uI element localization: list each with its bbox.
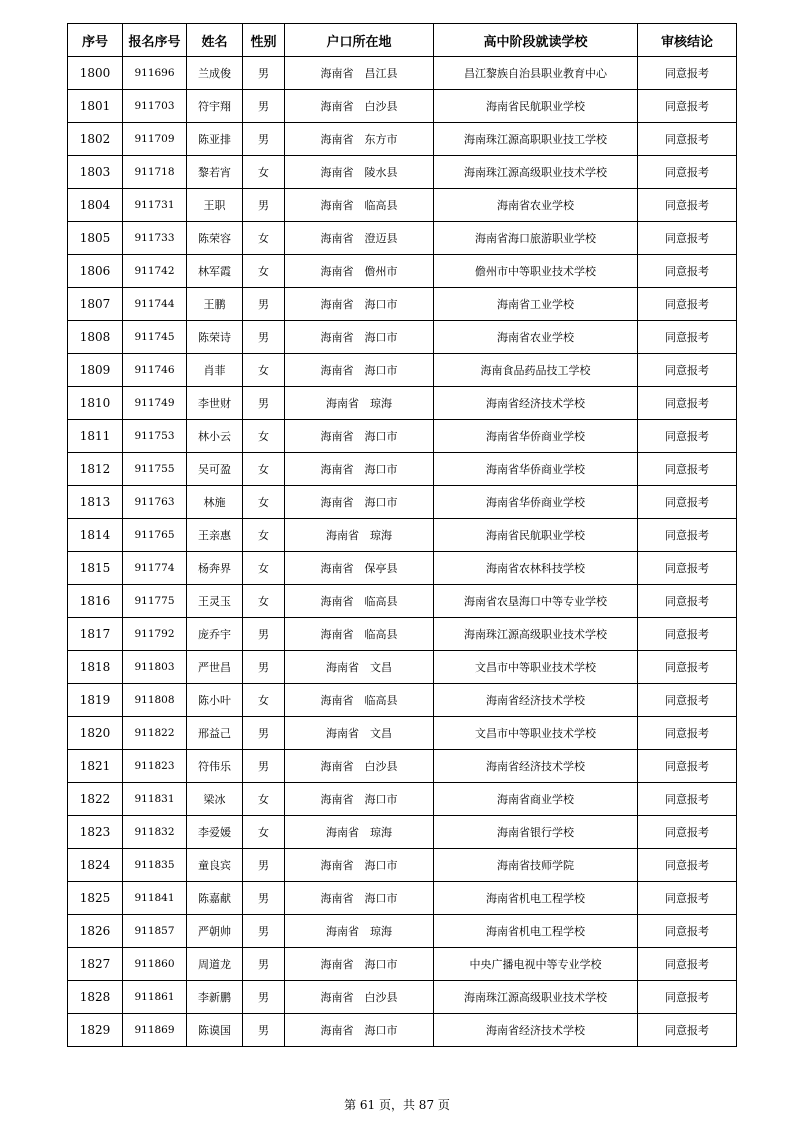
cell-hukou: 海南省 琼海 [285, 519, 434, 552]
cell-gender: 男 [243, 750, 285, 783]
cell-school: 海南省民航职业学校 [434, 90, 638, 123]
cell-result: 同意报考 [638, 816, 737, 849]
cell-reg-no: 911749 [123, 387, 187, 420]
cell-seq: 1826 [68, 915, 123, 948]
table-row [68, 420, 737, 453]
cell-seq: 1805 [68, 222, 123, 255]
cell-reg-no: 911763 [123, 486, 187, 519]
cell-name: 李新鹏 [187, 981, 243, 1014]
cell-gender: 男 [243, 321, 285, 354]
cell-name: 王灵玉 [187, 585, 243, 618]
cell-seq: 1821 [68, 750, 123, 783]
table-row [68, 453, 737, 486]
table-row [68, 222, 737, 255]
cell-school: 海南食品药品技工学校 [434, 354, 638, 387]
table-row [68, 255, 737, 288]
cell-seq: 1806 [68, 255, 123, 288]
cell-reg-no: 911765 [123, 519, 187, 552]
cell-result: 同意报考 [638, 552, 737, 585]
table-row [68, 189, 737, 222]
cell-school: 海南省技师学院 [434, 849, 638, 882]
cell-school: 海南省经济技术学校 [434, 684, 638, 717]
cell-hukou: 海南省 海口市 [285, 783, 434, 816]
cell-name: 李世财 [187, 387, 243, 420]
cell-seq: 1819 [68, 684, 123, 717]
cell-result: 同意报考 [638, 684, 737, 717]
table-row [68, 717, 737, 750]
cell-result: 同意报考 [638, 156, 737, 189]
cell-result: 同意报考 [638, 717, 737, 750]
cell-school: 海南珠江源高职职业技工学校 [434, 123, 638, 156]
cell-result: 同意报考 [638, 1014, 737, 1047]
cell-result: 同意报考 [638, 57, 737, 90]
table-row [68, 882, 737, 915]
cell-hukou: 海南省 临高县 [285, 684, 434, 717]
cell-seq: 1822 [68, 783, 123, 816]
table-row [68, 750, 737, 783]
cell-hukou: 海南省 东方市 [285, 123, 434, 156]
table-row [68, 486, 737, 519]
cell-school: 海南珠江源高级职业技术学校 [434, 981, 638, 1014]
cell-hukou: 海南省 白沙县 [285, 750, 434, 783]
cell-gender: 男 [243, 90, 285, 123]
cell-school: 海南省工业学校 [434, 288, 638, 321]
cell-hukou: 海南省 临高县 [285, 618, 434, 651]
cell-name: 吴可盈 [187, 453, 243, 486]
cell-hukou: 海南省 海口市 [285, 1014, 434, 1047]
cell-gender: 女 [243, 453, 285, 486]
cell-name: 陈亚排 [187, 123, 243, 156]
cell-seq: 1811 [68, 420, 123, 453]
table-row [68, 387, 737, 420]
table-row [68, 288, 737, 321]
cell-school: 海南省机电工程学校 [434, 882, 638, 915]
header-seq: 序号 [68, 24, 123, 57]
cell-reg-no: 911731 [123, 189, 187, 222]
cell-hukou: 海南省 白沙县 [285, 981, 434, 1014]
cell-name: 林军霞 [187, 255, 243, 288]
cell-gender: 男 [243, 948, 285, 981]
table-row [68, 90, 737, 123]
table-row [68, 783, 737, 816]
cell-gender: 男 [243, 981, 285, 1014]
cell-seq: 1808 [68, 321, 123, 354]
table-row [68, 849, 737, 882]
cell-reg-no: 911835 [123, 849, 187, 882]
cell-reg-no: 911746 [123, 354, 187, 387]
cell-hukou: 海南省 琼海 [285, 816, 434, 849]
cell-school: 儋州市中等职业技术学校 [434, 255, 638, 288]
cell-school: 中央广播电视中等专业学校 [434, 948, 638, 981]
cell-name: 杨奔界 [187, 552, 243, 585]
cell-school: 海南省华侨商业学校 [434, 453, 638, 486]
cell-hukou: 海南省 海口市 [285, 882, 434, 915]
cell-seq: 1813 [68, 486, 123, 519]
cell-seq: 1800 [68, 57, 123, 90]
cell-reg-no: 911709 [123, 123, 187, 156]
cell-result: 同意报考 [638, 849, 737, 882]
cell-school: 海南省机电工程学校 [434, 915, 638, 948]
cell-reg-no: 911861 [123, 981, 187, 1014]
cell-reg-no: 911753 [123, 420, 187, 453]
cell-name: 陈荣诗 [187, 321, 243, 354]
cell-result: 同意报考 [638, 915, 737, 948]
cell-name: 陈嘉献 [187, 882, 243, 915]
table-row [68, 156, 737, 189]
cell-gender: 女 [243, 156, 285, 189]
cell-reg-no: 911703 [123, 90, 187, 123]
cell-gender: 女 [243, 420, 285, 453]
cell-gender: 女 [243, 684, 285, 717]
table-row [68, 552, 737, 585]
cell-school: 海南省农业学校 [434, 321, 638, 354]
cell-gender: 男 [243, 915, 285, 948]
cell-result: 同意报考 [638, 420, 737, 453]
header-gender: 性别 [243, 24, 285, 57]
cell-seq: 1803 [68, 156, 123, 189]
cell-seq: 1824 [68, 849, 123, 882]
cell-result: 同意报考 [638, 189, 737, 222]
cell-reg-no: 911718 [123, 156, 187, 189]
cell-gender: 男 [243, 189, 285, 222]
table-row [68, 651, 737, 684]
cell-result: 同意报考 [638, 783, 737, 816]
cell-name: 王亲惠 [187, 519, 243, 552]
cell-result: 同意报考 [638, 387, 737, 420]
cell-hukou: 海南省 海口市 [285, 321, 434, 354]
cell-hukou: 海南省 临高县 [285, 189, 434, 222]
cell-gender: 女 [243, 783, 285, 816]
cell-gender: 男 [243, 882, 285, 915]
table-row [68, 57, 737, 90]
cell-school: 文昌市中等职业技术学校 [434, 651, 638, 684]
cell-name: 陈荣容 [187, 222, 243, 255]
cell-reg-no: 911831 [123, 783, 187, 816]
cell-seq: 1828 [68, 981, 123, 1014]
table-row [68, 321, 737, 354]
cell-school: 海南珠江源高级职业技术学校 [434, 156, 638, 189]
cell-seq: 1816 [68, 585, 123, 618]
cell-reg-no: 911869 [123, 1014, 187, 1047]
header-school: 高中阶段就读学校 [434, 24, 638, 57]
cell-name: 李爱媛 [187, 816, 243, 849]
cell-hukou: 海南省 海口市 [285, 288, 434, 321]
cell-reg-no: 911832 [123, 816, 187, 849]
cell-result: 同意报考 [638, 981, 737, 1014]
cell-name: 王职 [187, 189, 243, 222]
cell-seq: 1804 [68, 189, 123, 222]
cell-gender: 男 [243, 618, 285, 651]
table-row [68, 981, 737, 1014]
header-hukou: 户口所在地 [285, 24, 434, 57]
cell-hukou: 海南省 海口市 [285, 453, 434, 486]
cell-seq: 1817 [68, 618, 123, 651]
cell-school: 海南省农业学校 [434, 189, 638, 222]
cell-result: 同意报考 [638, 519, 737, 552]
header-row [68, 24, 737, 57]
cell-reg-no: 911841 [123, 882, 187, 915]
header-name: 姓名 [187, 24, 243, 57]
table-row [68, 354, 737, 387]
cell-seq: 1823 [68, 816, 123, 849]
table-row [68, 123, 737, 156]
cell-result: 同意报考 [638, 123, 737, 156]
cell-name: 严世昌 [187, 651, 243, 684]
cell-hukou: 海南省 昌江县 [285, 57, 434, 90]
cell-result: 同意报考 [638, 750, 737, 783]
cell-result: 同意报考 [638, 882, 737, 915]
cell-result: 同意报考 [638, 354, 737, 387]
cell-hukou: 海南省 白沙县 [285, 90, 434, 123]
cell-gender: 男 [243, 849, 285, 882]
cell-result: 同意报考 [638, 222, 737, 255]
cell-reg-no: 911808 [123, 684, 187, 717]
cell-name: 王鹏 [187, 288, 243, 321]
cell-hukou: 海南省 海口市 [285, 849, 434, 882]
cell-name: 邢益己 [187, 717, 243, 750]
table-row [68, 915, 737, 948]
cell-result: 同意报考 [638, 651, 737, 684]
cell-seq: 1818 [68, 651, 123, 684]
cell-seq: 1801 [68, 90, 123, 123]
header-result: 审核结论 [638, 24, 737, 57]
cell-reg-no: 911857 [123, 915, 187, 948]
cell-seq: 1827 [68, 948, 123, 981]
cell-school: 海南省银行学校 [434, 816, 638, 849]
cell-school: 海南省海口旅游职业学校 [434, 222, 638, 255]
cell-gender: 女 [243, 222, 285, 255]
cell-seq: 1815 [68, 552, 123, 585]
cell-gender: 女 [243, 354, 285, 387]
cell-hukou: 海南省 海口市 [285, 948, 434, 981]
cell-name: 严朝帅 [187, 915, 243, 948]
table-row [68, 618, 737, 651]
cell-hukou: 海南省 琼海 [285, 387, 434, 420]
cell-school: 海南省商业学校 [434, 783, 638, 816]
table-body [68, 57, 737, 1047]
cell-seq: 1807 [68, 288, 123, 321]
cell-gender: 男 [243, 387, 285, 420]
cell-name: 林施 [187, 486, 243, 519]
cell-reg-no: 911733 [123, 222, 187, 255]
cell-reg-no: 911744 [123, 288, 187, 321]
cell-reg-no: 911696 [123, 57, 187, 90]
cell-hukou: 海南省 陵水县 [285, 156, 434, 189]
table-row [68, 816, 737, 849]
cell-gender: 女 [243, 486, 285, 519]
cell-name: 庞乔宇 [187, 618, 243, 651]
cell-hukou: 海南省 文昌 [285, 717, 434, 750]
cell-school: 海南省经济技术学校 [434, 750, 638, 783]
cell-school: 海南省农垦海口中等专业学校 [434, 585, 638, 618]
cell-gender: 男 [243, 123, 285, 156]
cell-hukou: 海南省 儋州市 [285, 255, 434, 288]
cell-reg-no: 911792 [123, 618, 187, 651]
cell-name: 兰成俊 [187, 57, 243, 90]
table-row [68, 585, 737, 618]
cell-reg-no: 911755 [123, 453, 187, 486]
cell-school: 海南省民航职业学校 [434, 519, 638, 552]
cell-result: 同意报考 [638, 321, 737, 354]
cell-school: 海南省农林科技学校 [434, 552, 638, 585]
cell-school: 海南珠江源高级职业技术学校 [434, 618, 638, 651]
cell-result: 同意报考 [638, 90, 737, 123]
page-footer: 第 61 页，共 87 页 [344, 1098, 450, 1112]
table-row [68, 684, 737, 717]
cell-reg-no: 911803 [123, 651, 187, 684]
cell-gender: 女 [243, 519, 285, 552]
cell-seq: 1814 [68, 519, 123, 552]
cell-name: 周道龙 [187, 948, 243, 981]
cell-result: 同意报考 [638, 453, 737, 486]
cell-hukou: 海南省 海口市 [285, 354, 434, 387]
cell-school: 海南省经济技术学校 [434, 1014, 638, 1047]
cell-seq: 1809 [68, 354, 123, 387]
cell-result: 同意报考 [638, 585, 737, 618]
cell-gender: 女 [243, 816, 285, 849]
cell-seq: 1810 [68, 387, 123, 420]
cell-school: 昌江黎族自治县职业教育中心 [434, 57, 638, 90]
cell-gender: 男 [243, 651, 285, 684]
cell-school: 海南省华侨商业学校 [434, 486, 638, 519]
cell-hukou: 海南省 文昌 [285, 651, 434, 684]
cell-reg-no: 911774 [123, 552, 187, 585]
cell-name: 符宇翔 [187, 90, 243, 123]
cell-gender: 男 [243, 717, 285, 750]
cell-name: 陈谟国 [187, 1014, 243, 1047]
cell-reg-no: 911745 [123, 321, 187, 354]
cell-reg-no: 911742 [123, 255, 187, 288]
cell-gender: 男 [243, 288, 285, 321]
cell-hukou: 海南省 海口市 [285, 486, 434, 519]
cell-hukou: 海南省 临高县 [285, 585, 434, 618]
cell-name: 肖菲 [187, 354, 243, 387]
cell-hukou: 海南省 琼海 [285, 915, 434, 948]
cell-result: 同意报考 [638, 618, 737, 651]
cell-result: 同意报考 [638, 288, 737, 321]
cell-result: 同意报考 [638, 948, 737, 981]
cell-result: 同意报考 [638, 255, 737, 288]
cell-hukou: 海南省 澄迈县 [285, 222, 434, 255]
table-row [68, 519, 737, 552]
cell-name: 林小云 [187, 420, 243, 453]
cell-gender: 女 [243, 585, 285, 618]
cell-seq: 1820 [68, 717, 123, 750]
cell-reg-no: 911823 [123, 750, 187, 783]
cell-school: 海南省经济技术学校 [434, 387, 638, 420]
roster-table [67, 23, 737, 1047]
cell-seq: 1812 [68, 453, 123, 486]
cell-reg-no: 911822 [123, 717, 187, 750]
cell-gender: 男 [243, 1014, 285, 1047]
cell-reg-no: 911860 [123, 948, 187, 981]
cell-name: 童良宾 [187, 849, 243, 882]
cell-hukou: 海南省 海口市 [285, 420, 434, 453]
table-row [68, 948, 737, 981]
cell-gender: 女 [243, 255, 285, 288]
cell-reg-no: 911775 [123, 585, 187, 618]
table-row [68, 1014, 737, 1047]
cell-gender: 男 [243, 57, 285, 90]
cell-hukou: 海南省 保亭县 [285, 552, 434, 585]
cell-name: 梁冰 [187, 783, 243, 816]
cell-seq: 1829 [68, 1014, 123, 1047]
cell-seq: 1802 [68, 123, 123, 156]
cell-school: 文昌市中等职业技术学校 [434, 717, 638, 750]
header-reg-no: 报名序号 [123, 24, 187, 57]
cell-school: 海南省华侨商业学校 [434, 420, 638, 453]
cell-result: 同意报考 [638, 486, 737, 519]
cell-name: 黎若宵 [187, 156, 243, 189]
cell-seq: 1825 [68, 882, 123, 915]
cell-name: 陈小叶 [187, 684, 243, 717]
cell-name: 符伟乐 [187, 750, 243, 783]
cell-gender: 女 [243, 552, 285, 585]
